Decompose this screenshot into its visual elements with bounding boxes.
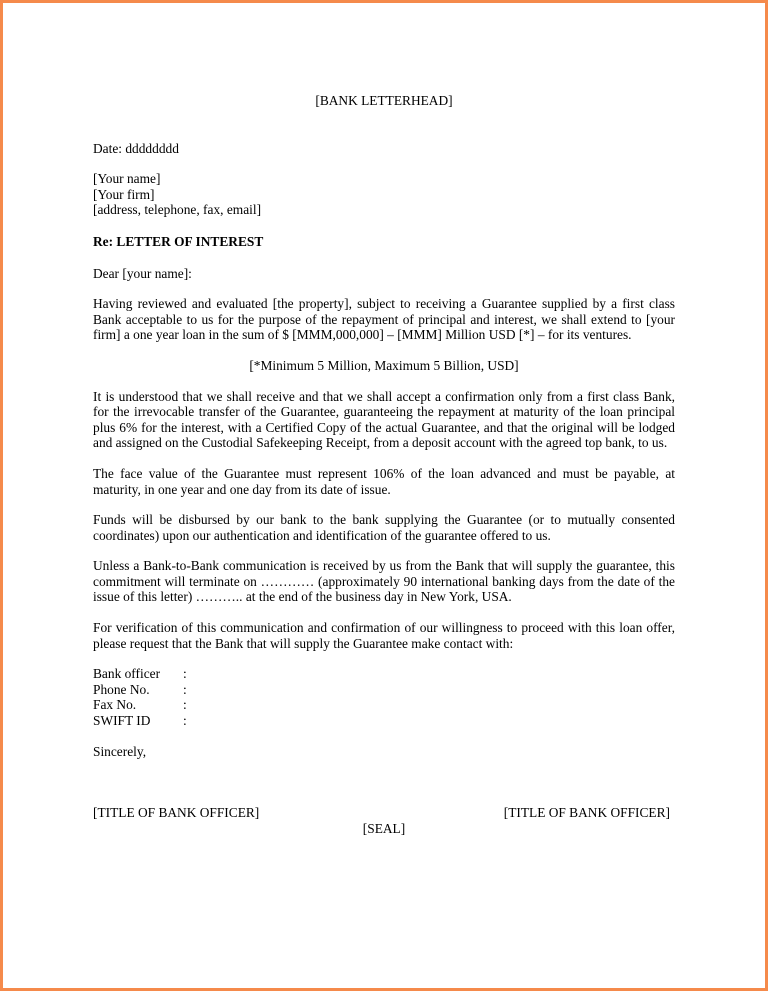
signature-row	[93, 805, 670, 821]
contact-row-phone	[93, 682, 675, 698]
letter-body	[93, 93, 675, 836]
seal-label: [SEAL]	[362, 820, 406, 836]
contact-row-swift	[93, 713, 675, 729]
paragraph-confirmation: It is understood that we shall receive and that we shall accept a confirmation only from a first class Bank, for the irrevocable transfer of the Guarantee, guaranteeing the repayment at maturity of the loan principal plus 6% for the interest, with a Certified Copy of the actual Guarantee, and that the original will be lodged and assigned on the Custodial Safekeeping Receipt, from a deposit account with the agreed top bank, to us.	[93, 388, 675, 451]
paragraph-verification: For verification of this communication and confirmation of our willingness to proceed with this loan offer, please request that the Bank that will supply the Guarantee make contact with:	[93, 620, 675, 651]
letterhead: [BANK LETTERHEAD]	[315, 93, 453, 108]
paragraph-face-value: The face value of the Guarantee must represent 106% of the loan advanced and must be payable, at maturity, in one year and one day from its date of issue.	[93, 465, 675, 497]
recipient-name: [Your name]	[93, 171, 161, 187]
contact-separator: :	[183, 713, 187, 729]
contact-list	[93, 666, 675, 728]
contact-separator: :	[183, 681, 187, 697]
contact-label: Fax No.	[93, 697, 137, 713]
contact-label: Bank officer	[93, 666, 161, 682]
contact-row-fax	[93, 697, 675, 713]
recipient-address: [address, telephone, fax, email]	[93, 202, 262, 218]
letter-date: Date: dddddddd	[93, 140, 179, 156]
recipient-firm: [Your firm]	[93, 186, 155, 202]
paragraph-funds: Funds will be disbursed by our bank to the bank supplying the Guarantee (or to mutually consented coordinates) upon our authentication and identification of the guarantee offered to us.	[93, 512, 675, 543]
contact-separator: :	[183, 666, 187, 682]
amount-note: [*Minimum 5 Million, Maximum 5 Billion, USD]	[249, 357, 519, 373]
salutation: Dear [your name]:	[93, 265, 192, 281]
contact-label: SWIFT ID	[93, 713, 151, 729]
closing: Sincerely,	[93, 743, 147, 759]
paragraph-loan-offer: Having reviewed and evaluated [the property], subject to receiving a Guarantee supplied by a first class Bank acceptable to us for the purpose of the repayment of principal and interest, we shall extend to [your firm] a one year loan in the sum of $ [MMM,000,000] – [MMM] Million USD [*] – for its ventures.	[93, 296, 675, 343]
paragraph-termination: Unless a Bank-to-Bank communication is received by us from the Bank that will supply the guarantee, this commitment will terminate on ………… (approximately 90 international banking days from the date of the issue of this letter) ……….. at the end of the business day in New York, USA.	[93, 558, 675, 605]
contact-row-bank-officer	[93, 666, 675, 682]
contact-label: Phone No.	[93, 681, 150, 697]
signature-left-title: [TITLE OF BANK OFFICER]	[93, 805, 260, 821]
subject-line: Re: LETTER OF INTEREST	[93, 233, 264, 249]
signature-right-title: [TITLE OF BANK OFFICER]	[503, 805, 670, 821]
recipient-block	[93, 171, 675, 218]
contact-separator: :	[183, 697, 187, 713]
